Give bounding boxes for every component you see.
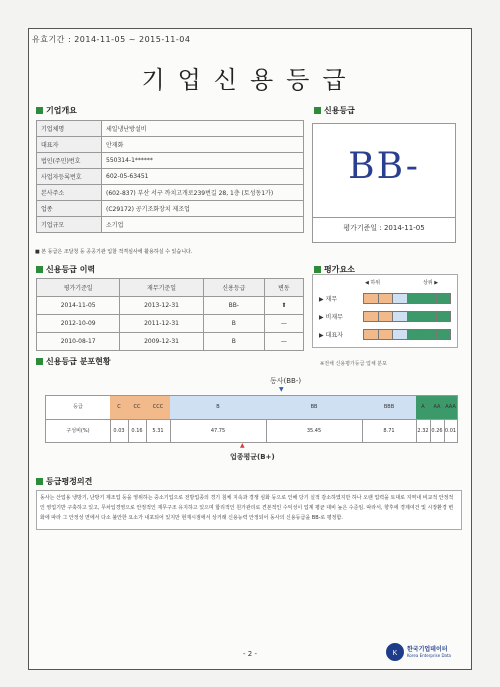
eval-bar-cell [408, 312, 423, 321]
history-eval-date: 2014-11-05 [37, 297, 120, 315]
section-icon [36, 358, 43, 365]
section-icon [314, 107, 321, 114]
section-heading: 평가요소 [324, 265, 355, 274]
section-opinion [36, 476, 92, 487]
info-value: 안재화 [102, 137, 304, 153]
eval-bar-cell [408, 294, 423, 303]
eval-bar-cell [379, 312, 394, 321]
eval-bar-cell [364, 330, 379, 339]
info-label: 대표자 [37, 137, 102, 153]
section-heading: 기업개요 [46, 106, 77, 115]
grade-cell: A [416, 396, 431, 419]
eval-bar-cell [422, 330, 437, 339]
section-grade [314, 105, 355, 116]
eval-bar-cell [393, 312, 408, 321]
distribution-note: ※전체 신용평가등급 업체 분포 [320, 361, 387, 367]
peer-marker-icon: ▼ [279, 386, 284, 393]
eval-bar-cell [393, 330, 408, 339]
ratio-cell: 0.01 [444, 419, 458, 443]
info-row [37, 169, 304, 185]
ratio-cell: 0.26 [430, 419, 445, 443]
ratio-cell: 0.16 [128, 419, 147, 443]
info-row [37, 185, 304, 201]
eval-bar-cell [364, 312, 379, 321]
page-title: 기업신용등급 [141, 66, 359, 94]
history-header [37, 279, 304, 297]
eval-bar-cell [437, 294, 451, 303]
info-row [37, 201, 304, 217]
eval-bar-cell [422, 312, 437, 321]
section-icon [36, 478, 43, 485]
ratio-cell: 35.45 [266, 419, 363, 443]
info-row [37, 153, 304, 169]
eval-item-label: ▶ 재무 [319, 296, 338, 303]
ratio-cell: 구성비(%) [46, 419, 111, 443]
section-heading: 등급평정의견 [46, 477, 93, 486]
validity-period: 유효기간 : 2014-11-05 ~ 2015-11-04 [32, 35, 191, 44]
industry-label: 업종평균(B+) [230, 453, 275, 461]
info-value: (602-837) 부산 서구 까치고개로239번길 28, 1층 (토성동1가) [102, 185, 304, 201]
info-value: 세일냉난방설비 [102, 121, 304, 137]
history-eval-date: 2010-08-17 [37, 333, 120, 351]
section-icon [36, 266, 43, 273]
eval-bar-cell [408, 330, 423, 339]
grade-cell: 등급 [46, 396, 111, 419]
section-distribution [36, 356, 111, 367]
grade-box [312, 123, 456, 243]
info-value: 550314-1****** [102, 153, 304, 169]
section-history [36, 264, 95, 275]
no-change-icon: — [264, 315, 303, 333]
info-label: 법인(주민)번호 [37, 153, 102, 169]
eval-bar-cell [437, 312, 451, 321]
info-value: 소기업 [102, 217, 304, 233]
eval-bar [363, 293, 451, 304]
eval-bar-cell [437, 330, 451, 339]
info-value: (C29172) 공기조화장치 제조업 [102, 201, 304, 217]
grade-cell: C [110, 396, 129, 419]
company-table [36, 120, 304, 233]
section-heading: 신용등급 [324, 106, 355, 115]
opinion-text: 동사는 산업용 냉방기, 난방기 제조업 등을 영위하는 중소기업으로 전방업종의 경기 침체 지속과 경쟁 심화 등으로 인해 당기 실적 감소하였지만 하나 오랜 업력을 토대로 지역내 비교적 안정적인 영업기반 구축하고 있고, 무차입경영으로 안정적인 재무구조 유지하고 있으며 합리적인 원가관리로 견본적인 수익성이 업계 평균 대비 높은 수준임. 따라서, 향후에 경제여건 및 시장환경 변화에 따라 그 안정성 면에서 다소 불안한 요소가 내포되어 있지만 현재시점에서 상거래 신용능력 안정되어 동사의 신용등급을 BB-로 평정함. [36, 490, 462, 530]
eval-bar [363, 311, 451, 322]
eval-bar [363, 329, 451, 340]
history-grade: B [203, 333, 264, 351]
info-label: 기업규모 [37, 217, 102, 233]
company-logo [385, 642, 452, 666]
history-header-cell: 신용등급 [203, 279, 264, 297]
history-fin-date: 2009-12-31 [120, 333, 203, 351]
high-label: 상위 ▶ [423, 280, 439, 286]
history-grade: BB- [203, 297, 264, 315]
up-arrow-icon: ⬆ [264, 297, 303, 315]
info-label: 기업체명 [37, 121, 102, 137]
evaluation-panel [312, 274, 458, 348]
info-row [37, 121, 304, 137]
ratio-cell: 5.31 [146, 419, 171, 443]
low-label: ◀ 하위 [365, 280, 381, 286]
ratio-cell: 8.71 [362, 419, 417, 443]
section-heading: 신용등급 분포현황 [46, 357, 111, 366]
history-row [37, 333, 304, 351]
ratio-cell: 47.75 [170, 419, 267, 443]
credit-grade: BB- [348, 146, 420, 187]
eval-bar-cell [379, 330, 394, 339]
history-header-cell: 재무기준일 [120, 279, 203, 297]
peer-label: 동사(BB-) [270, 377, 302, 385]
grade-cell: CC [128, 396, 147, 419]
page-number: - 2 - [243, 650, 257, 658]
history-header-cell: 변동 [264, 279, 303, 297]
section-icon [36, 107, 43, 114]
history-table [36, 278, 304, 351]
distribution-table [45, 395, 458, 443]
history-row [37, 315, 304, 333]
eval-item-label: ▶ 대표자 [319, 332, 343, 339]
eval-item-label: ▶ 비재무 [319, 314, 343, 321]
info-label: 본사주소 [37, 185, 102, 201]
grade-cell: B [170, 396, 267, 419]
grade-cell: BB [266, 396, 363, 419]
info-label: 사업자등록번호 [37, 169, 102, 185]
usage-note: ■ 본 등급은 조달청 등 공공기관 입찰 적격심사에 활용하실 수 있습니다. [35, 249, 193, 255]
no-change-icon: — [264, 333, 303, 351]
history-eval-date: 2012-10-09 [37, 315, 120, 333]
eval-bar-cell [364, 294, 379, 303]
grade-cell: BBB [362, 396, 417, 419]
section-company [36, 105, 77, 116]
eval-bar-cell [379, 294, 394, 303]
history-row [37, 297, 304, 315]
info-value: 602-05-63451 [102, 169, 304, 185]
grade-cell: AAA [444, 396, 458, 419]
kedi-logo-icon [385, 642, 405, 662]
section-heading: 신용등급 이력 [46, 265, 96, 274]
history-grade: B [203, 315, 264, 333]
eval-date: 평가기준일 : 2014-11-05 [313, 217, 455, 233]
eval-bar-cell [422, 294, 437, 303]
svg-text:K: K [392, 650, 398, 657]
ratio-cell: 2.32 [416, 419, 431, 443]
logo-name: 한국기업데이터 [407, 646, 448, 653]
section-icon [314, 266, 321, 273]
industry-marker-icon: ▲ [240, 442, 245, 449]
eval-bar-cell [393, 294, 408, 303]
logo-en: Korea Enterprise Data [407, 653, 452, 658]
grade-cell: CCC [146, 396, 171, 419]
history-fin-date: 2011-12-31 [120, 315, 203, 333]
info-row [37, 137, 304, 153]
info-label: 업종 [37, 201, 102, 217]
history-header-cell: 평가기준일 [37, 279, 120, 297]
info-row [37, 217, 304, 233]
history-fin-date: 2013-12-31 [120, 297, 203, 315]
ratio-cell: 0.03 [110, 419, 129, 443]
grade-cell: AA [430, 396, 445, 419]
